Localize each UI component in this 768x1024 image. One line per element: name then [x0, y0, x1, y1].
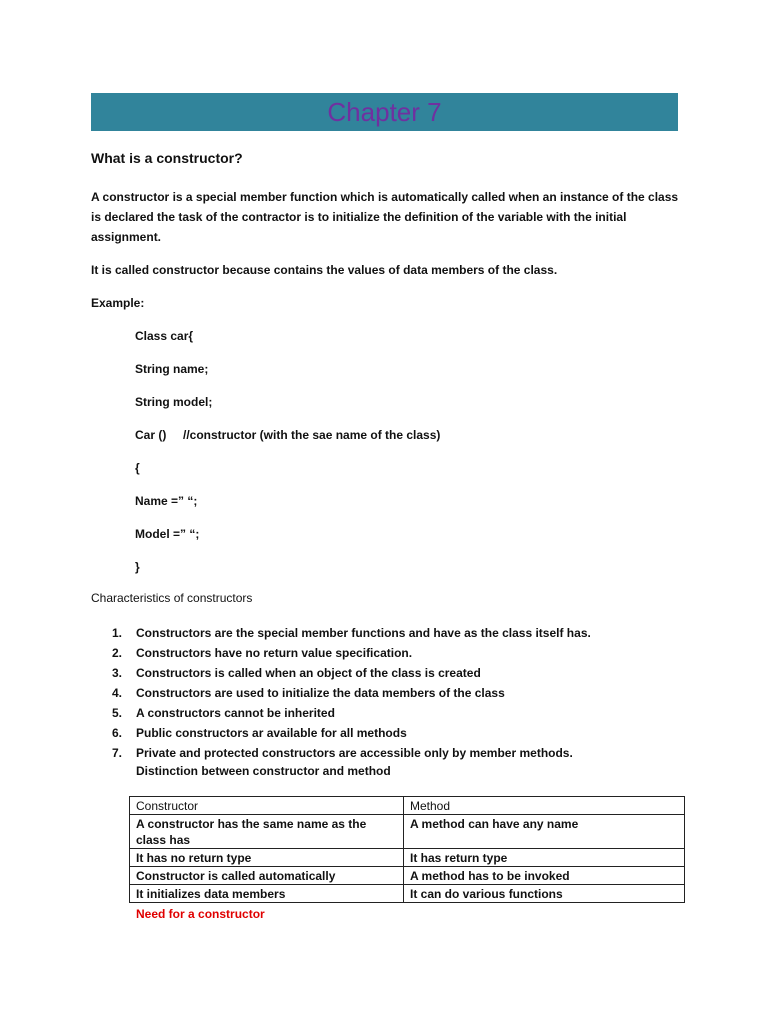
- list-text: Public constructors ar available for all methods: [136, 726, 407, 740]
- list-item: [112, 683, 591, 703]
- table-cell: It has return type: [404, 849, 685, 867]
- code-line: Name =” “;: [135, 494, 198, 508]
- list-item: [112, 643, 591, 663]
- code-line: String name;: [135, 362, 209, 376]
- table-row: [130, 849, 685, 867]
- list-item: [112, 663, 591, 683]
- code-line: Class car{: [135, 329, 194, 343]
- list-number: 5.: [112, 706, 123, 720]
- list-item: [112, 703, 591, 723]
- section-heading: What is a constructor?: [91, 150, 243, 166]
- list-number: 6.: [112, 726, 123, 740]
- list-number: 2.: [112, 646, 123, 660]
- list-number: 7.: [112, 746, 123, 760]
- list-text: Constructors have no return value specification.: [136, 646, 413, 660]
- list-text: Private and protected constructors are accessible only by member methods.: [136, 746, 573, 760]
- code-line: }: [135, 560, 140, 574]
- table-cell: A method can have any name: [404, 815, 685, 849]
- list-text: A constructors cannot be inherited: [136, 706, 335, 720]
- list-text: Constructors are the special member functions and have as the class itself has.: [136, 626, 591, 640]
- table-cell: It initializes data members: [130, 885, 404, 903]
- code-line: String model;: [135, 395, 213, 409]
- list-number: 1.: [112, 626, 123, 640]
- comparison-table: [129, 796, 685, 903]
- table-header-row: [130, 797, 685, 815]
- table-row: [130, 885, 685, 903]
- table-cell: Constructor is called automatically: [130, 867, 404, 885]
- list-item: [112, 623, 591, 643]
- characteristics-list: [112, 623, 591, 763]
- code-line: Car () //constructor (with the sae name of the class): [135, 428, 441, 442]
- example-label: Example:: [91, 296, 145, 310]
- list-item: [112, 743, 591, 763]
- chapter-title: Chapter 7: [327, 97, 442, 127]
- table-header-cell: Method: [404, 797, 685, 815]
- table-header-cell: Constructor: [130, 797, 404, 815]
- table-cell: It has no return type: [130, 849, 404, 867]
- table-cell: It can do various functions: [404, 885, 685, 903]
- list-text: Constructors is called when an object of the class is created: [136, 666, 481, 680]
- table-cell: A constructor has the same name as the class has: [130, 815, 404, 849]
- table-cell: A method has to be invoked: [404, 867, 685, 885]
- characteristics-heading: Characteristics of constructors: [91, 591, 253, 605]
- distinction-heading: Distinction between constructor and method: [136, 764, 391, 778]
- called-paragraph: It is called constructor because contains the values of data members of the class.: [91, 263, 558, 277]
- list-item: [112, 723, 591, 743]
- need-heading: Need for a constructor: [136, 907, 265, 921]
- list-number: 4.: [112, 686, 123, 700]
- list-number: 3.: [112, 666, 123, 680]
- chapter-title-bar: [91, 93, 678, 131]
- code-line: {: [135, 461, 140, 475]
- definition-paragraph: A constructor is a special member function which is automatically called when an instance of the class is declared the task of the contractor is to initialize the definition of the variable with the initial assignment.: [91, 190, 679, 244]
- list-text: Constructors are used to initialize the data members of the class: [136, 686, 505, 700]
- code-line: Model =” “;: [135, 527, 200, 541]
- table-row: [130, 815, 685, 849]
- table-row: [130, 867, 685, 885]
